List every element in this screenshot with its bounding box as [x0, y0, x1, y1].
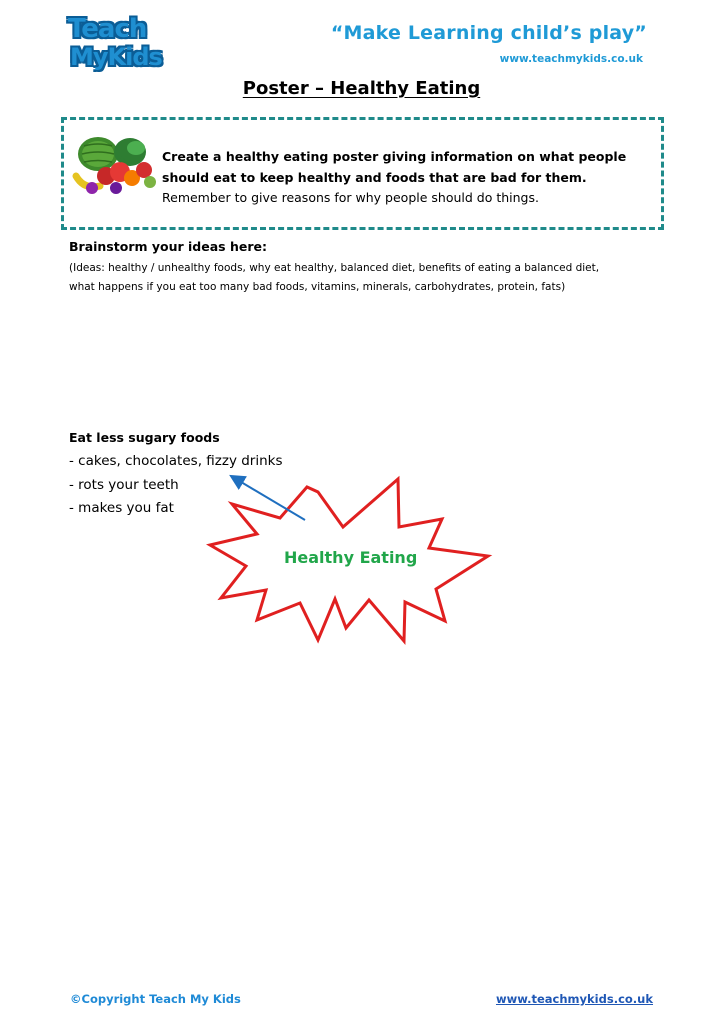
task-text-line-1: Create a healthy eating poster giving information on what people [162, 149, 627, 164]
task-text-line-2: should eat to keep healthy and foods that are bad for them. [162, 170, 587, 185]
task-text-line-3: Remember to give reasons for why people should do things. [162, 190, 539, 205]
header-website: www.teachmykids.co.uk [499, 53, 643, 65]
footer-copyright: ©Copyright Teach My Kids [70, 992, 241, 1006]
footer-website-link[interactable]: www.teachmykids.co.uk [495, 992, 653, 1006]
example-heading: Eat less sugary foods [69, 430, 220, 445]
example-bullet: - rots your teeth [69, 477, 179, 493]
tagline: “Make Learning child’s play” [330, 22, 647, 44]
brainstorm-heading: Brainstorm your ideas here: [69, 239, 267, 254]
ideas-line-1: (Ideas: healthy / unhealthy foods, why eat healthy, balanced diet, benefits of eating a balanced diet, [69, 262, 600, 274]
page-title: Poster – Healthy Eating [242, 78, 481, 99]
example-bullet: - makes you fat [69, 500, 174, 516]
logo-text-teach: Teach [68, 14, 147, 44]
starburst-label: Healthy Eating [284, 548, 418, 567]
ideas-line-2: what happens if you eat too many bad foods, vitamins, minerals, carbohydrates, protein, fats) [69, 281, 566, 293]
example-bullet: - cakes, chocolates, fizzy drinks [69, 453, 283, 469]
logo-text-mykids: MyKids [70, 43, 162, 71]
